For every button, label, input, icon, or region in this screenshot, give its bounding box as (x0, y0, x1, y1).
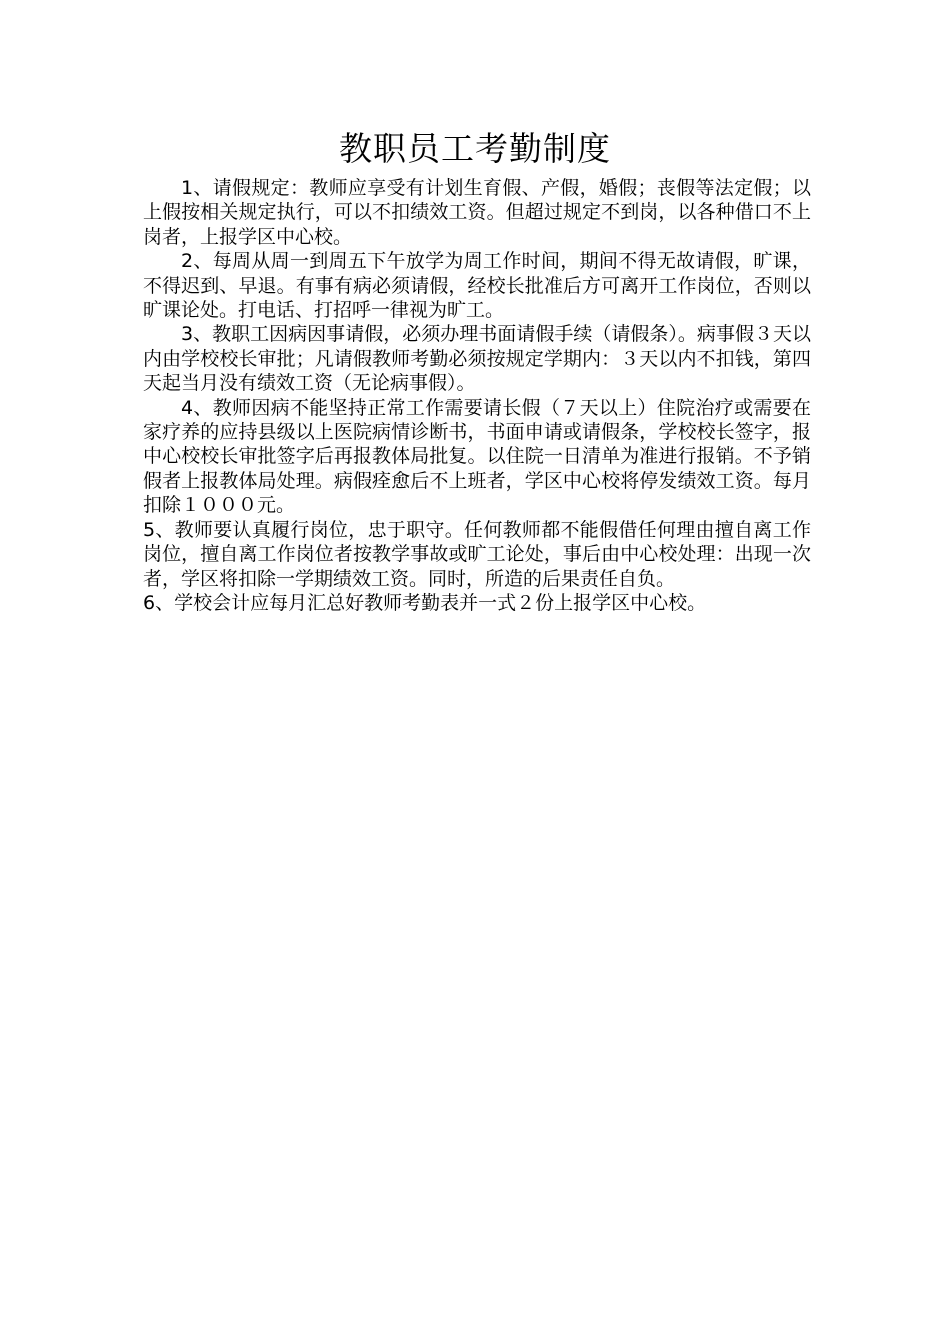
paragraph-3: 3、教职工因病因事请假，必须办理书面请假手续（请假条）。病事假３天以内由学校校长审批；凡请假教师考勤必须按规定学期内：３天以内不扣钱，第四天起当月没有绩效工资（无论病事假）。 (143, 323, 811, 395)
paragraph-4: 4、教师因病不能坚持正常工作需要请长假（７天以上）住院治疗或需要在家疗养的应持县级以上医院病情诊断书，书面申请或请假条，学校校长签字，报中心校校长审批签字后再报教体局批复。以住院一日清单为准进行报销。不予销假者上报教体局处理。病假痊愈后不上班者，学区中心校将停发绩效工资。每月扣除１０００元。 (143, 396, 811, 517)
paragraph-2: 2、每周从周一到周五下午放学为周工作时间，期间不得无故请假，旷课，不得迟到、早退。有事有病必须请假，经校长批准后方可离开工作岗位，否则以旷课论处。打电话、打招呼一律视为旷工。 (143, 250, 811, 322)
paragraph-1: 1、请假规定：教师应享受有计划生育假、产假，婚假；丧假等法定假；以上假按相关规定执行，可以不扣绩效工资。但超过规定不到岗，以各种借口不上岗者，上报学区中心校。 (143, 177, 811, 248)
paragraph-6: 6、学校会计应每月汇总好教师考勤表并一式２份上报学区中心校。 (143, 591, 707, 614)
paragraph-5: 5、教师要认真履行岗位，忠于职守。任何教师都不能假借任何理由擅自离工作岗位，擅自离工作岗位者按教学事故或旷工论处，事后由中心校处理：出现一次者，学区将扣除一学期绩效工资。同时，所造的后果责任自负。 (143, 518, 811, 590)
document-title: 教职员工考勤制度 (339, 129, 611, 168)
document-body (143, 176, 811, 615)
